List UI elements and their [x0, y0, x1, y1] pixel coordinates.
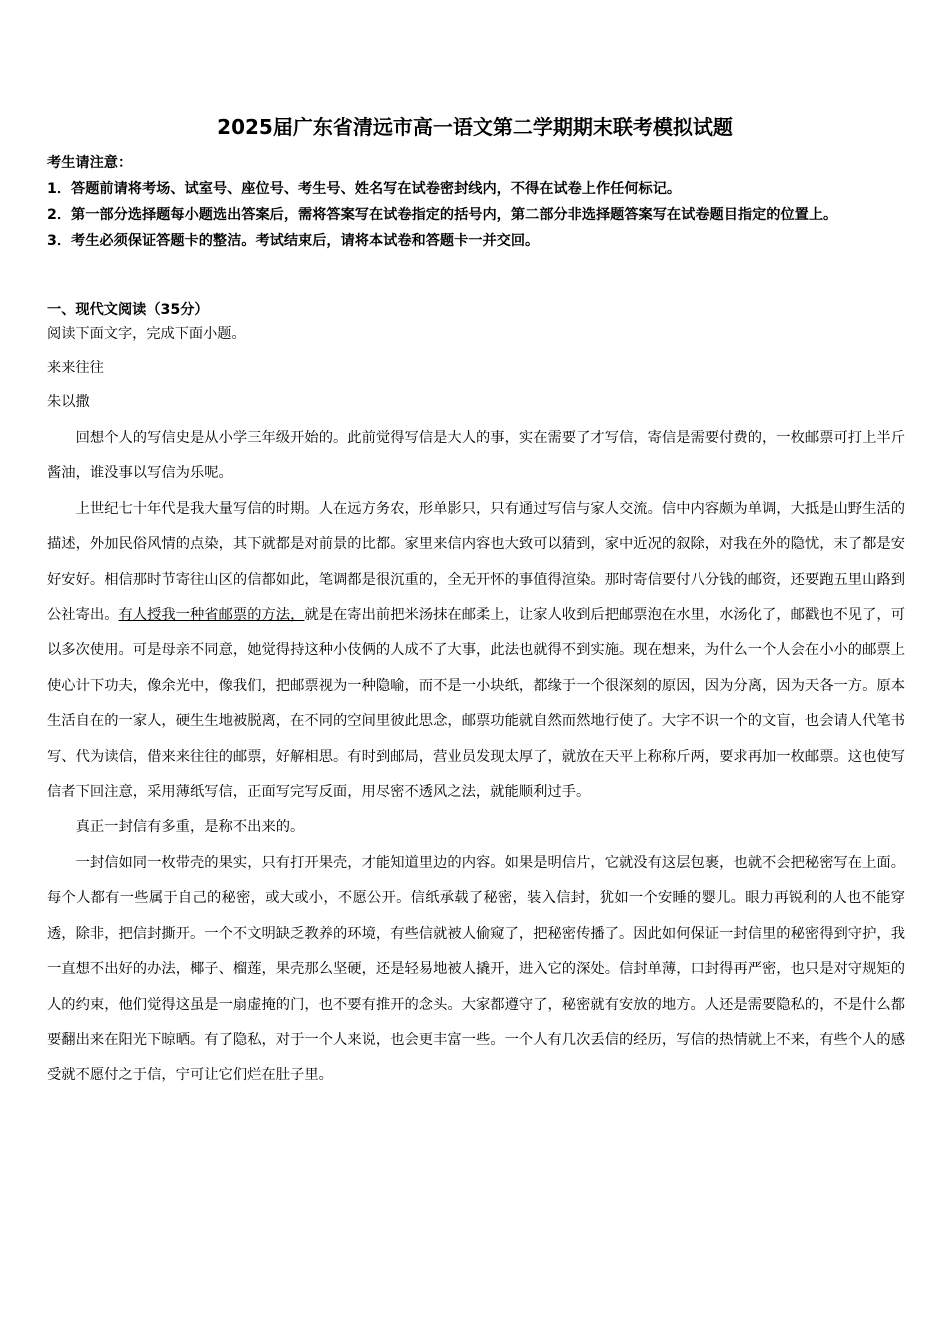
paragraph-2-text-a: 上世纪七十年代是我大量写信的时期。人在远方务农，形单影只，只有通过写信与家人交流。信中内容颇为单调，大抵是山野生活的描述，外加民俗风情的点染，其下就都是对前景的比都。家里来信内容也大致可以猜到，家中近况的叙除，对我在外的隐忧，末了都是安好安好。相信那时节寄往山区的信都如此，笔调都是很沉重的，全无开怀的事值得渲染。那时寄信要付八分钱的邮资，还要跑五里山路到公社寄出。 — [47, 500, 905, 624]
notice-item-1: 1．答题前请将考场、试室号、座位号、考生号、姓名写在试卷密封线内，不得在试卷上作任何标记。 — [47, 181, 682, 197]
paragraph-4: 一封信如同一枚带壳的果实，只有打开果壳，才能知道里边的内容。如果是明信片，它就没有这层包裹，也就不会把秘密写在上面。每个人都有一些属于自己的秘密，或大或小，不愿公开。信纸承载了秘密，装入信封，犹如一个安睡的婴儿。眼力再锐利的人也不能穿透，除非，把信封撕开。一个不文明缺乏教养的环境，有些信就被人偷窥了，把秘密传播了。因此如何保证一封信里的秘密得到守护，我一直想不出好的办法，椰子、榴莲，果壳那么坚硬，还是轻易地被人撬开，进入它的深处。信封单薄，口封得再严密，也只是对守规矩的人的约束，他们觉得这虽是一扇虚掩的门，也不要有推开的念头。大家都遵守了，秘密就有安放的地方。人还是需要隐私的，不是什么都要翻出来在阳光下晾晒。有了隐私，对于一个人来说，也会更丰富一些。一个人有几次丢信的经历，写信的热情就上不来，有些个人的感受就不愿付之于信，宁可让它们烂在肚子里。 — [47, 854, 905, 1084]
article-body — [47, 421, 905, 1094]
section-instruction: 阅读下面文字，完成下面小题。 — [47, 326, 246, 342]
paragraph-3: 真正一封信有多重，是称不出来的。 — [75, 819, 305, 836]
notice-heading: 考生请注意： — [47, 155, 133, 171]
notice-item-2: 2．第一部分选择题每小题选出答案后，需将答案写在试卷指定的括号内，第二部分非选择题答案写在试卷题目指定的位置上。 — [47, 207, 838, 223]
paragraph-2 — [47, 492, 905, 811]
notice-item-3: 3．考生必须保证答题卡的整洁。考试结束后，请将本试卷和答题卡一并交回。 — [47, 233, 540, 249]
paragraph-2-text-b: 就是在寄出前把米汤抹在邮柔上，让家人收到后把邮票泡在水里，水汤化了，邮戳也不见了，可以多次使用。可是母亲不同意，她觉得持这种小伎俩的人成不了大事，此法也就得不到实施。现在想来，为什么一个人会在小小的邮票上使心计下功夫，像余光中，像我们，把邮票视为一种隐喻，而不是一小块纸，都缘于一个很深刻的原因，因为分离，因为天各一方。原本生活自在的一家人，硬生生地被脱离，在不同的空间里彼此思念，邮票功能就自然而然地行使了。大字不识一个的文盲，也会请人代笔书写、代为读信，借来来往往的邮票，好解相思。有时到邮局，营业员发现太厚了，就放在天平上称称斤两，要求再加一枚邮票。这也使写信者下回注意，采用薄纸写信，正面写完写反面，用尽密不透风之法，就能顺利过手。 — [47, 607, 906, 801]
article-author: 朱以撒 — [47, 394, 90, 410]
article-title: 来来往往 — [47, 360, 104, 376]
paragraph-1: 回想个人的写信史是从小学三年级开始的。此前觉得写信是大人的事，实在需要了才写信，寄信是需要付费的，一枚邮票可打上半斤酱油，谁没事以写信为乐呢。 — [47, 430, 905, 482]
exam-notice — [47, 150, 903, 254]
underlined-sentence: 有人授我一种省邮票的方法， — [118, 607, 305, 624]
section-heading: 一、现代文阅读（35分） — [47, 302, 209, 318]
document-title: 2025届广东省清远市高一语文第二学期期末联考模拟试题 — [217, 115, 733, 139]
